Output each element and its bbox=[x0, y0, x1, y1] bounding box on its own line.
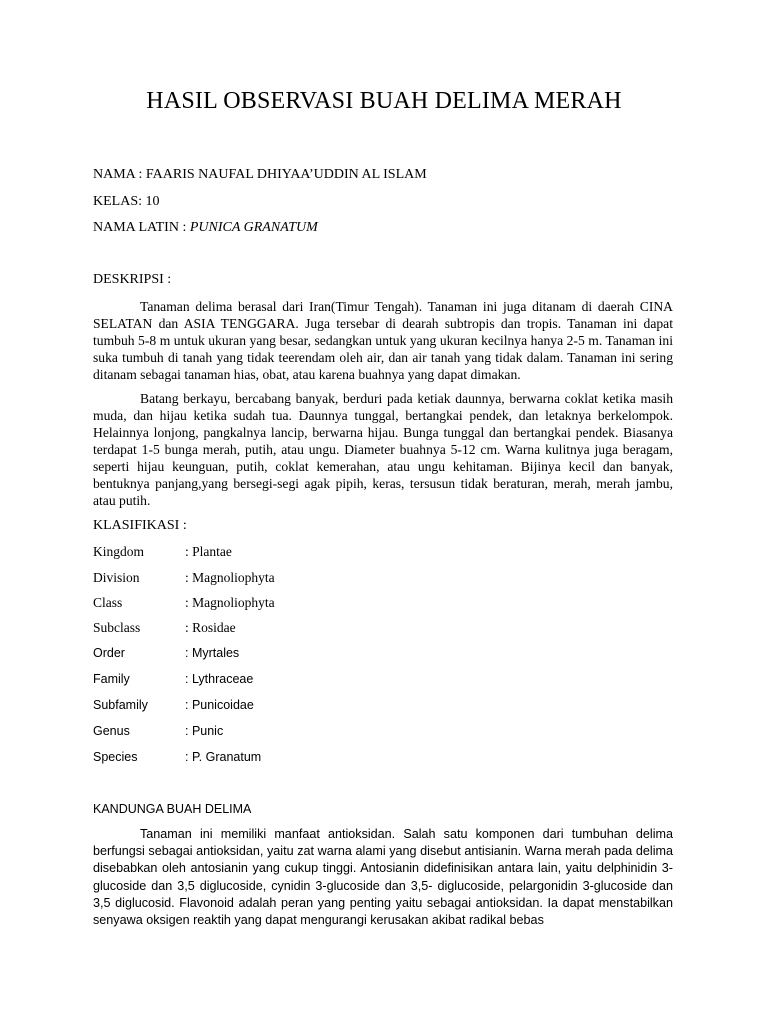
description-heading: DESKRIPSI : bbox=[93, 272, 172, 287]
content-paragraph-text: Tanaman ini memiliki manfaat antioksidan. Salah satu komponen dari tumbuhan delima berfungsi sebagai antioksidan, yaitu zat warna alami yang disebut antisianin. Warna merah pada delima disebabkan oleh antosianin yang cukup tinggi. Antosianin didefinisikan antara lain, yaitu delphinidin 3-glucoside dan 3,5 diglucoside, cynidin 3-glucoside dan 3,5- diglucoside, pelargonidin 3-glucoside dan 3,5 diglucosid. Flavonoid adalah peran yang penting yaitu sebagai antioksidan. Ia dapat menstabilkan senyawa oksigen reaktih yang dapat mengurangi kerusakan akibat radikal bebas bbox=[93, 827, 673, 928]
classification-heading: KLASIFIKASI : bbox=[93, 518, 187, 533]
description-paragraph-1-text: Tanaman delima berasal dari Iran(Timur Tengah). Tanaman ini juga ditanam di daerah CINA SELATAN dan ASIA TENGGARA. Juga tersebar di dearah subtropis dan tropis. Tanaman ini dapat tumbuh 5-8 m untuk ukuran yang besar, sedangkan untuk yang ukuran kecilnya hanya 2-5 m. Tanaman ini suka tumbuh di tanah yang tidak teerendam oleh air, dan air tanah yang tidak dalam. Tanaman ini sering ditanam sebagai tanaman hias, obat, atau karena buahnya yang dapat dimakan. bbox=[93, 299, 673, 382]
classification-label: Species bbox=[93, 750, 138, 764]
classification-label: Genus bbox=[93, 724, 130, 738]
latin-name bbox=[93, 219, 318, 236]
classification-value: : Rosidae bbox=[185, 620, 236, 635]
classification-value: : Lythraceae bbox=[185, 672, 254, 686]
classification-value: : Plantae bbox=[185, 544, 232, 559]
classification-value: : Magnoliophyta bbox=[185, 570, 275, 585]
classification-label: Class bbox=[93, 595, 123, 610]
classification-value: : Myrtales bbox=[185, 646, 240, 660]
description-paragraph-2-text: Batang berkayu, bercabang banyak, berduri pada ketiak daunnya, berwarna coklat ketika masih muda, dan hijau ketika sudah tua. Daunnya tunggal, bertangkai pendek, dan letaknya berkelompok. Helainnya lonjong, pangkalnya lancip, berwarna hijau. Bunga tunggal dan bertangkai pendek. Biasanya terdapat 1-5 bunga merah, putih, atau ungu. Diameter buahnya 5-12 cm. Warna kulitnya juga beragam, seperti hijau keunguan, putih, coklat kemerahan, atau ungu kehitaman. Bijinya kecil dan banyak, bentuknya panjang,yang bersegi-segi agak pipih, keras, tersusun tidak beraturan, merah, merah jambu, atau putih. bbox=[93, 391, 673, 508]
latin-name-label: NAMA LATIN : bbox=[93, 220, 190, 235]
classification-label: Subclass bbox=[93, 620, 141, 635]
content-heading: KANDUNGA BUAH DELIMA bbox=[93, 802, 252, 816]
content-paragraph bbox=[93, 826, 673, 929]
classification-value: : Magnoliophyta bbox=[185, 595, 275, 610]
classification-label: Subfamily bbox=[93, 698, 148, 712]
classification-label: Kingdom bbox=[93, 544, 145, 559]
latin-name-value: PUNICA GRANATUM bbox=[189, 220, 318, 235]
student-class: KELAS: 10 bbox=[93, 194, 160, 209]
description-paragraph-2 bbox=[93, 390, 673, 509]
document-title: HASIL OBSERVASI BUAH DELIMA MERAH bbox=[146, 88, 622, 114]
classification-value: : P. Granatum bbox=[185, 750, 262, 764]
classification-label: Family bbox=[93, 672, 130, 686]
student-name: NAMA : FAARIS NAUFAL DHIYAA’UDDIN AL ISLAM bbox=[93, 167, 427, 182]
classification-value: : Punic bbox=[185, 724, 224, 738]
classification-value: : Punicoidae bbox=[185, 698, 254, 712]
classification-label: Order bbox=[93, 646, 125, 660]
classification-label: Division bbox=[93, 570, 140, 585]
description-paragraph-1 bbox=[93, 298, 673, 383]
